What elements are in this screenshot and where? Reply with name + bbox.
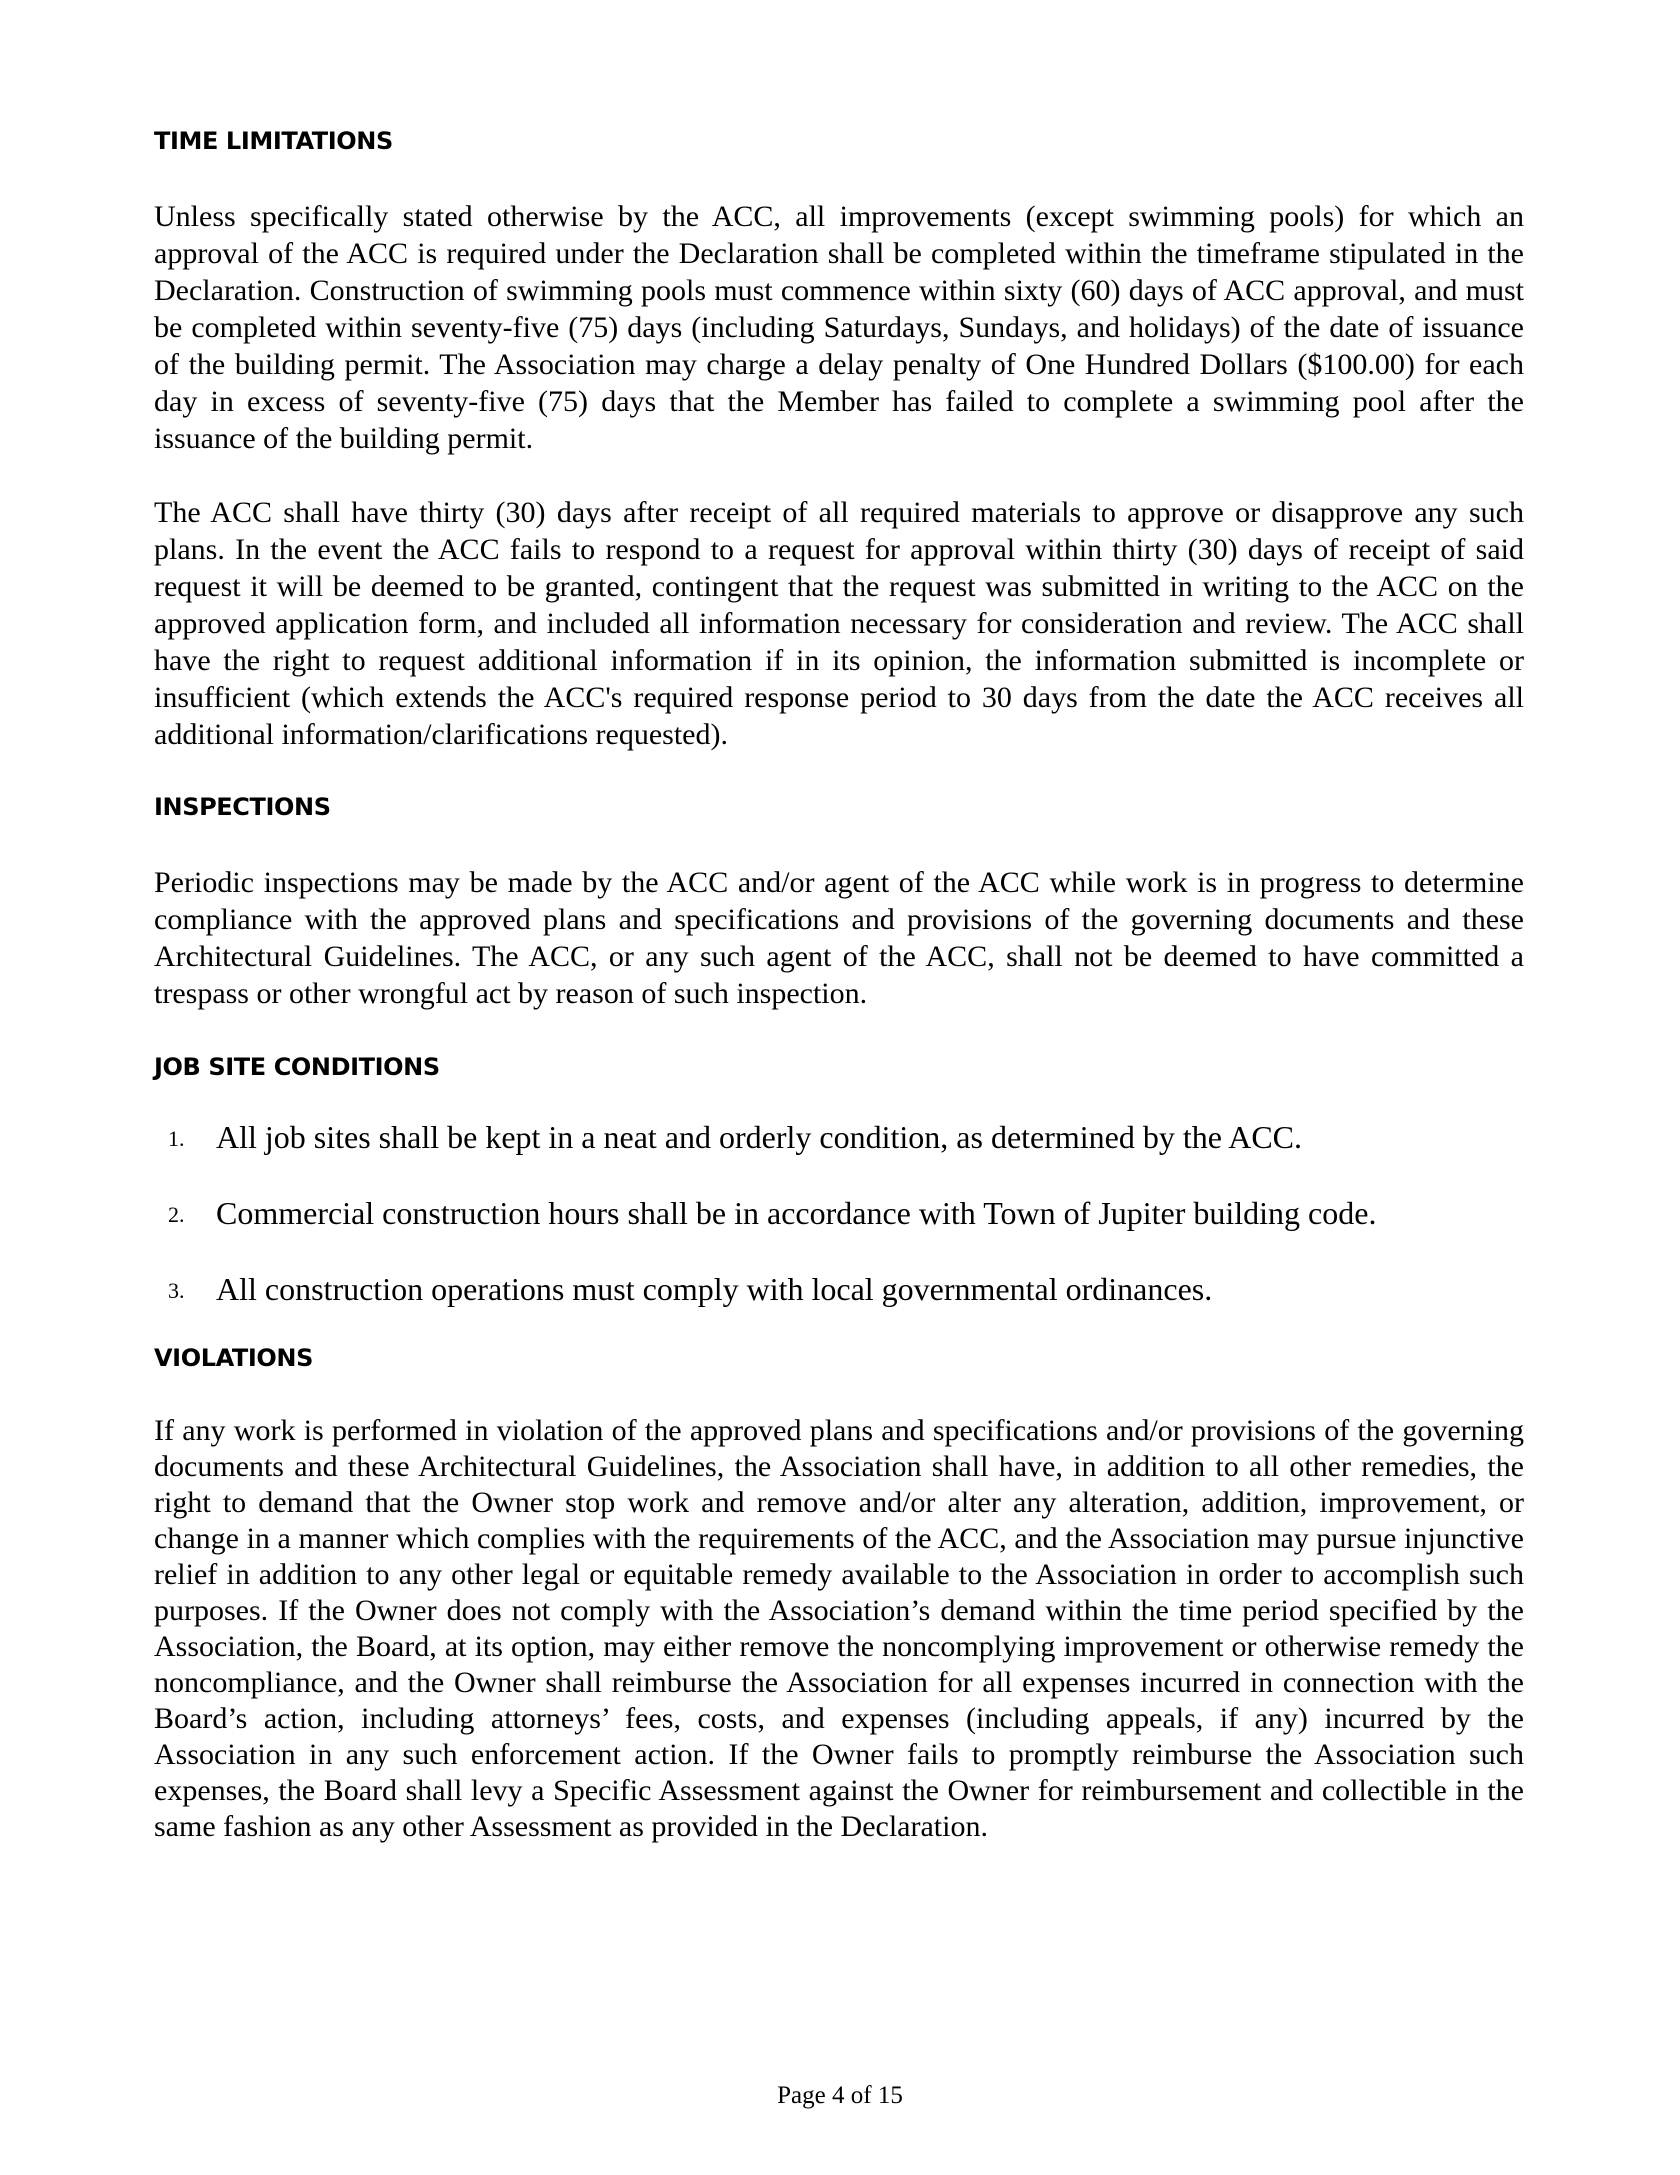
inspections-paragraph: Periodic inspections may be made by the ACC and/or agent of the ACC while work is in progress to determine compliance with the approved plans and specifications and provisions of the governing documents and these Architectural Guidelines. The ACC, or any such agent of the ACC, shall not be deemed to have committed a trespass or other wrongful act by reason of such inspection. <box>154 866 1524 1010</box>
page-number: Page 4 of 15 <box>777 2082 903 2109</box>
job-site-conditions-list <box>154 1117 1524 1309</box>
list-item-text: All construction operations must comply with local governmental ordinances. <box>216 1271 1213 1307</box>
section-heading-violations: VIOLATIONS <box>154 1344 313 1372</box>
list-item <box>154 1193 1524 1233</box>
time-limitations-paragraph-2: The ACC shall have thirty (30) days after receipt of all required materials to approve or disapprove any such plans. In the event the ACC fails to respond to a request for approval within thirty (30) days of receipt of said request it will be deemed to be granted, contingent that the request was submitted in writing to the ACC on the approved application form, and included all information necessary for consideration and review. The ACC shall have the right to request additional information if in its opinion, the information submitted is incomplete or insufficient (which extends the ACC's required response period to 30 days from the date the ACC receives all additional information/clarifications requested). <box>154 496 1524 751</box>
list-item <box>154 1117 1524 1157</box>
list-item-number: 1. <box>168 1126 185 1151</box>
page-content <box>154 124 1524 1845</box>
time-limitations-paragraph-1: Unless specifically stated otherwise by the ACC, all improvements (except swimming pools) for which an approval of the ACC is required under the Declaration shall be completed within the timeframe stipulated in the Declaration. Construction of swimming pools must commence within sixty (60) days of ACC approval, and must be completed within seventy-five (75) days (including Saturdays, Sundays, and holidays) of the date of issuance of the building permit. The Association may charge a delay penalty of One Hundred Dollars ($100.00) for each day in excess of seventy-five (75) days that the Member has failed to complete a swimming pool after the issuance of the building permit. <box>154 200 1524 455</box>
section-heading-time-limitations: TIME LIMITATIONS <box>154 127 393 155</box>
section-heading-job-site-conditions: JOB SITE CONDITIONS <box>154 1053 440 1081</box>
list-item-text: All job sites shall be kept in a neat and orderly condition, as determined by the ACC. <box>216 1119 1302 1155</box>
list-item-number: 3. <box>168 1278 185 1303</box>
list-item-number: 2. <box>168 1202 185 1227</box>
list-item <box>154 1269 1524 1309</box>
list-item-text: Commercial construction hours shall be in accordance with Town of Jupiter building code. <box>216 1195 1377 1231</box>
section-heading-inspections: INSPECTIONS <box>154 793 331 821</box>
violations-paragraph: If any work is performed in violation of the approved plans and specifications and/or provisions of the governing documents and these Architectural Guidelines, the Association shall have, in addition to all other remedies, the right to demand that the Owner stop work and remove and/or alter any alteration, addition, improvement, or change in a manner which complies with the requirements of the ACC, and the Association may pursue injunctive relief in addition to any other legal or equitable remedy available to the Association in order to accomplish such purposes. If the Owner does not comply with the Association’s demand within the time period specified by the Association, the Board, at its option, may either remove the noncomplying improvement or otherwise remedy the noncompliance, and the Owner shall reimburse the Association for all expenses incurred in connection with the Board’s action, including attorneys’ fees, costs, and expenses (including appeals, if any) incurred by the Association in any such enforcement action. If the Owner fails to promptly reimburse the Association such expenses, the Board shall levy a Specific Assessment against the Owner for reimbursement and collectible in the same fashion as any other Assessment as provided in the Declaration. <box>154 1414 1524 1843</box>
